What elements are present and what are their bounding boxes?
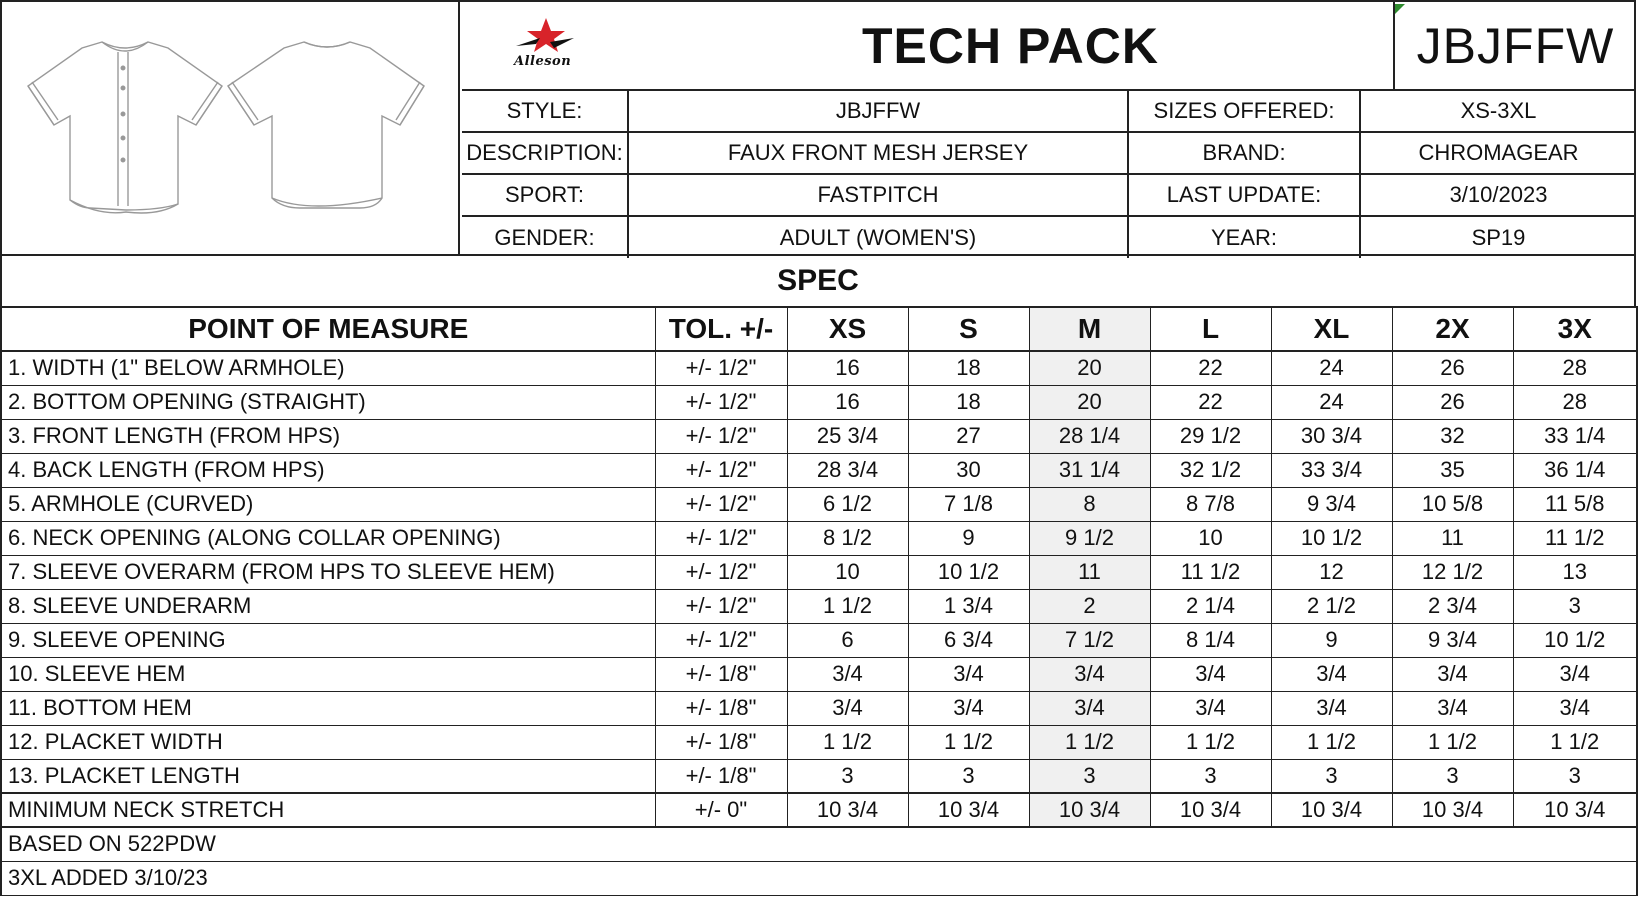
tolerance-cell: +/- 1/2" bbox=[655, 589, 787, 623]
size-value-cell: 35 bbox=[1392, 453, 1513, 487]
size-value-cell: 3/4 bbox=[1513, 691, 1637, 725]
size-value-cell: 2 1/4 bbox=[1150, 589, 1271, 623]
size-value-cell: 31 1/4 bbox=[1029, 453, 1150, 487]
note-row bbox=[1, 861, 1637, 895]
tolerance-cell: +/- 1/8" bbox=[655, 725, 787, 759]
info-value: CHROMAGEAR bbox=[1360, 132, 1636, 174]
size-value-cell: 18 bbox=[908, 351, 1029, 385]
size-value-cell: 9 3/4 bbox=[1392, 623, 1513, 657]
size-value-cell: 6 3/4 bbox=[908, 623, 1029, 657]
size-value-cell: 3/4 bbox=[787, 691, 908, 725]
size-value-cell: 10 3/4 bbox=[1392, 793, 1513, 827]
size-value-cell: 1 1/2 bbox=[1513, 725, 1637, 759]
size-value-cell: 36 1/4 bbox=[1513, 453, 1637, 487]
size-value-cell: 9 bbox=[1271, 623, 1392, 657]
size-value-cell: 3 bbox=[1392, 759, 1513, 793]
header-block bbox=[0, 0, 1636, 256]
size-value-cell: 29 1/2 bbox=[1150, 419, 1271, 453]
size-value-cell: 3/4 bbox=[1271, 657, 1392, 691]
size-value-cell: 3 bbox=[787, 759, 908, 793]
size-value-cell: 10 3/4 bbox=[1513, 793, 1637, 827]
size-value-cell: 30 3/4 bbox=[1271, 419, 1392, 453]
tolerance-cell: +/- 1/2" bbox=[655, 487, 787, 521]
size-value-cell: 3 bbox=[1513, 589, 1637, 623]
spec-title: SPEC bbox=[0, 256, 1636, 306]
size-value-cell: 1 1/2 bbox=[1271, 725, 1392, 759]
neck-stretch-row bbox=[1, 793, 1637, 827]
pom-cell: 8. SLEEVE UNDERARM bbox=[1, 589, 655, 623]
size-value-cell: 3/4 bbox=[1029, 691, 1150, 725]
info-label: SIZES OFFERED: bbox=[1128, 90, 1360, 132]
size-value-cell: 25 3/4 bbox=[787, 419, 908, 453]
pom-cell: 6. NECK OPENING (ALONG COLLAR OPENING) bbox=[1, 521, 655, 555]
info-value: SP19 bbox=[1360, 216, 1636, 258]
table-row bbox=[1, 419, 1637, 453]
header-size-l: L bbox=[1150, 307, 1271, 351]
size-value-cell: 8 7/8 bbox=[1150, 487, 1271, 521]
info-label: GENDER: bbox=[462, 216, 628, 258]
size-value-cell: 10 1/2 bbox=[1513, 623, 1637, 657]
size-value-cell: 10 3/4 bbox=[1271, 793, 1392, 827]
size-value-cell: 10 1/2 bbox=[1271, 521, 1392, 555]
tolerance-cell: +/- 0" bbox=[655, 793, 787, 827]
table-row bbox=[1, 725, 1637, 759]
size-value-cell: 3/4 bbox=[1029, 657, 1150, 691]
size-value-cell: 3/4 bbox=[908, 691, 1029, 725]
size-value-cell: 26 bbox=[1392, 385, 1513, 419]
info-row bbox=[462, 216, 1636, 258]
size-value-cell: 11 5/8 bbox=[1513, 487, 1637, 521]
header-size-xs: XS bbox=[787, 307, 908, 351]
size-value-cell: 33 3/4 bbox=[1271, 453, 1392, 487]
size-value-cell: 1 1/2 bbox=[908, 725, 1029, 759]
size-value-cell: 13 bbox=[1513, 555, 1637, 589]
size-value-cell: 8 1/2 bbox=[787, 521, 908, 555]
style-info-table bbox=[462, 89, 1636, 258]
info-label: STYLE: bbox=[462, 90, 628, 132]
size-value-cell: 3 bbox=[1150, 759, 1271, 793]
size-value-cell: 10 5/8 bbox=[1392, 487, 1513, 521]
info-value: ADULT (WOMEN'S) bbox=[628, 216, 1128, 258]
tolerance-cell: +/- 1/2" bbox=[655, 453, 787, 487]
size-value-cell: 27 bbox=[908, 419, 1029, 453]
table-row bbox=[1, 589, 1637, 623]
size-value-cell: 7 1/8 bbox=[908, 487, 1029, 521]
info-row bbox=[462, 132, 1636, 174]
size-value-cell: 3/4 bbox=[1150, 657, 1271, 691]
spec-body bbox=[1, 351, 1637, 895]
size-value-cell: 32 bbox=[1392, 419, 1513, 453]
size-value-cell: 28 bbox=[1513, 351, 1637, 385]
alleson-star-icon bbox=[510, 16, 580, 56]
note-cell: BASED ON 522PDW bbox=[1, 827, 1637, 861]
size-value-cell: 8 bbox=[1029, 487, 1150, 521]
size-value-cell: 20 bbox=[1029, 385, 1150, 419]
size-value-cell: 32 1/2 bbox=[1150, 453, 1271, 487]
size-value-cell: 9 bbox=[908, 521, 1029, 555]
pom-cell: 9. SLEEVE OPENING bbox=[1, 623, 655, 657]
logo-wordmark: Alleson bbox=[514, 54, 572, 69]
size-value-cell: 3/4 bbox=[1150, 691, 1271, 725]
size-value-cell: 10 bbox=[1150, 521, 1271, 555]
size-value-cell: 3/4 bbox=[1271, 691, 1392, 725]
size-value-cell: 22 bbox=[1150, 351, 1271, 385]
header-size-3x: 3X bbox=[1513, 307, 1637, 351]
page-title: TECH PACK bbox=[862, 17, 1159, 74]
size-value-cell: 2 bbox=[1029, 589, 1150, 623]
size-value-cell: 22 bbox=[1150, 385, 1271, 419]
size-value-cell: 1 1/2 bbox=[1029, 725, 1150, 759]
size-value-cell: 11 bbox=[1029, 555, 1150, 589]
size-value-cell: 11 bbox=[1392, 521, 1513, 555]
size-value-cell: 3/4 bbox=[1392, 657, 1513, 691]
size-value-cell: 33 1/4 bbox=[1513, 419, 1637, 453]
jersey-flat-icon bbox=[10, 30, 450, 230]
pom-cell: 3. FRONT LENGTH (FROM HPS) bbox=[1, 419, 655, 453]
tolerance-cell: +/- 1/2" bbox=[655, 385, 787, 419]
table-row bbox=[1, 385, 1637, 419]
info-row bbox=[462, 90, 1636, 132]
table-row bbox=[1, 555, 1637, 589]
brand-logo bbox=[462, 2, 628, 89]
header-pom: POINT OF MEASURE bbox=[1, 307, 655, 351]
size-value-cell: 12 bbox=[1271, 555, 1392, 589]
tolerance-cell: +/- 1/8" bbox=[655, 759, 787, 793]
size-value-cell: 12 1/2 bbox=[1392, 555, 1513, 589]
jersey-sketch bbox=[2, 2, 460, 256]
pom-cell: 12. PLACKET WIDTH bbox=[1, 725, 655, 759]
size-value-cell: 3 bbox=[1513, 759, 1637, 793]
size-value-cell: 26 bbox=[1392, 351, 1513, 385]
header-tolerance: TOL. +/- bbox=[655, 307, 787, 351]
header-size-m: M bbox=[1029, 307, 1150, 351]
size-value-cell: 3/4 bbox=[1513, 657, 1637, 691]
pom-cell: 4. BACK LENGTH (FROM HPS) bbox=[1, 453, 655, 487]
size-value-cell: 1 3/4 bbox=[908, 589, 1029, 623]
info-label: LAST UPDATE: bbox=[1128, 174, 1360, 216]
info-label: YEAR: bbox=[1128, 216, 1360, 258]
size-value-cell: 18 bbox=[908, 385, 1029, 419]
size-value-cell: 28 bbox=[1513, 385, 1637, 419]
pom-cell: 11. BOTTOM HEM bbox=[1, 691, 655, 725]
table-row bbox=[1, 521, 1637, 555]
info-label: DESCRIPTION: bbox=[462, 132, 628, 174]
size-value-cell: 1 1/2 bbox=[1150, 725, 1271, 759]
header-size-xl: XL bbox=[1271, 307, 1392, 351]
pom-cell: MINIMUM NECK STRETCH bbox=[1, 793, 655, 827]
size-value-cell: 6 bbox=[787, 623, 908, 657]
size-value-cell: 1 1/2 bbox=[787, 589, 908, 623]
size-value-cell: 9 3/4 bbox=[1271, 487, 1392, 521]
size-value-cell: 8 1/4 bbox=[1150, 623, 1271, 657]
size-value-cell: 3 bbox=[908, 759, 1029, 793]
size-value-cell: 16 bbox=[787, 351, 908, 385]
size-value-cell: 3 bbox=[1029, 759, 1150, 793]
table-row bbox=[1, 759, 1637, 793]
info-value: JBJFFW bbox=[628, 90, 1128, 132]
size-value-cell: 30 bbox=[908, 453, 1029, 487]
tolerance-cell: +/- 1/2" bbox=[655, 351, 787, 385]
tolerance-cell: +/- 1/2" bbox=[655, 419, 787, 453]
table-row bbox=[1, 453, 1637, 487]
size-value-cell: 6 1/2 bbox=[787, 487, 908, 521]
tolerance-cell: +/- 1/2" bbox=[655, 623, 787, 657]
tolerance-cell: +/- 1/2" bbox=[655, 555, 787, 589]
note-cell: 3XL ADDED 3/10/23 bbox=[1, 861, 1637, 895]
tolerance-cell: +/- 1/8" bbox=[655, 691, 787, 725]
size-value-cell: 24 bbox=[1271, 351, 1392, 385]
table-row bbox=[1, 487, 1637, 521]
size-value-cell: 2 3/4 bbox=[1392, 589, 1513, 623]
pom-cell: 2. BOTTOM OPENING (STRAIGHT) bbox=[1, 385, 655, 419]
size-value-cell: 10 3/4 bbox=[787, 793, 908, 827]
style-code: JBJFFW bbox=[1393, 2, 1636, 89]
info-value: FAUX FRONT MESH JERSEY bbox=[628, 132, 1128, 174]
size-value-cell: 20 bbox=[1029, 351, 1150, 385]
size-value-cell: 28 3/4 bbox=[787, 453, 908, 487]
size-value-cell: 1 1/2 bbox=[787, 725, 908, 759]
size-value-cell: 10 3/4 bbox=[1029, 793, 1150, 827]
spec-table bbox=[0, 306, 1638, 896]
note-row bbox=[1, 827, 1637, 861]
size-value-cell: 11 1/2 bbox=[1513, 521, 1637, 555]
info-value: XS-3XL bbox=[1360, 90, 1636, 132]
pom-cell: 10. SLEEVE HEM bbox=[1, 657, 655, 691]
spec-header-row bbox=[1, 307, 1637, 351]
size-value-cell: 3/4 bbox=[1392, 691, 1513, 725]
table-row bbox=[1, 691, 1637, 725]
size-value-cell: 10 1/2 bbox=[908, 555, 1029, 589]
size-value-cell: 3 bbox=[1271, 759, 1392, 793]
table-row bbox=[1, 623, 1637, 657]
table-row bbox=[1, 657, 1637, 691]
size-value-cell: 10 3/4 bbox=[1150, 793, 1271, 827]
size-value-cell: 10 bbox=[787, 555, 908, 589]
pom-cell: 5. ARMHOLE (CURVED) bbox=[1, 487, 655, 521]
size-value-cell: 16 bbox=[787, 385, 908, 419]
pom-cell: 13. PLACKET LENGTH bbox=[1, 759, 655, 793]
size-value-cell: 1 1/2 bbox=[1392, 725, 1513, 759]
info-label: SPORT: bbox=[462, 174, 628, 216]
size-value-cell: 3/4 bbox=[908, 657, 1029, 691]
table-row bbox=[1, 351, 1637, 385]
info-value: FASTPITCH bbox=[628, 174, 1128, 216]
info-value: 3/10/2023 bbox=[1360, 174, 1636, 216]
size-value-cell: 9 1/2 bbox=[1029, 521, 1150, 555]
info-label: BRAND: bbox=[1128, 132, 1360, 174]
size-value-cell: 28 1/4 bbox=[1029, 419, 1150, 453]
size-value-cell: 10 3/4 bbox=[908, 793, 1029, 827]
size-value-cell: 24 bbox=[1271, 385, 1392, 419]
size-value-cell: 11 1/2 bbox=[1150, 555, 1271, 589]
size-value-cell: 3/4 bbox=[787, 657, 908, 691]
size-value-cell: 2 1/2 bbox=[1271, 589, 1392, 623]
size-value-cell: 7 1/2 bbox=[1029, 623, 1150, 657]
tolerance-cell: +/- 1/2" bbox=[655, 521, 787, 555]
header-size-s: S bbox=[908, 307, 1029, 351]
info-row bbox=[462, 174, 1636, 216]
pom-cell: 7. SLEEVE OVERARM (FROM HPS TO SLEEVE HEM) bbox=[1, 555, 655, 589]
header-size-2x: 2X bbox=[1392, 307, 1513, 351]
pom-cell: 1. WIDTH (1" BELOW ARMHOLE) bbox=[1, 351, 655, 385]
tolerance-cell: +/- 1/8" bbox=[655, 657, 787, 691]
